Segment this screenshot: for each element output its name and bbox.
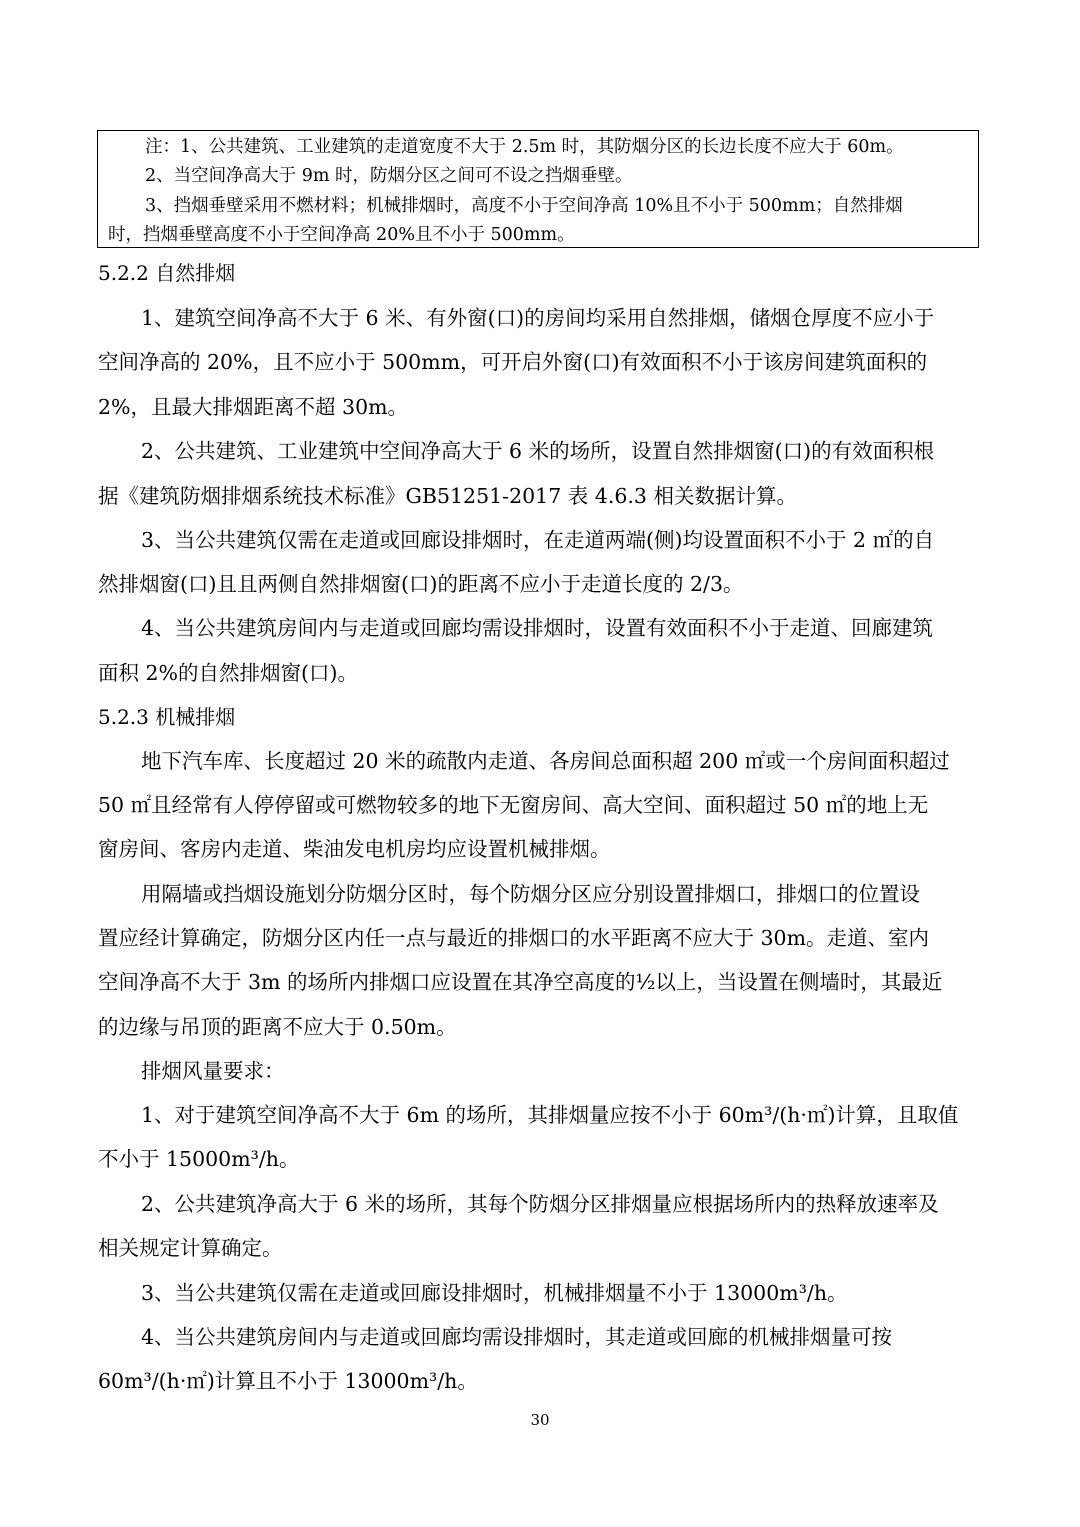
paragraph-line: 60m³/(h·㎡)计算且不小于 13000m³/h。 bbox=[98, 1369, 478, 1393]
paragraph-line: 2、公共建筑净高大于 6 米的场所，其每个防烟分区排烟量应根据场所内的热释放速率及 bbox=[141, 1192, 939, 1216]
note-line-1: 注：1、公共建筑、工业建筑的走道宽度不大于 2.5m 时，其防烟分区的长边长度不应大于 60m。 bbox=[145, 137, 904, 157]
note-line-2: 2、当空间净高大于 9m 时，防烟分区之间可不设之挡烟垂壁。 bbox=[145, 166, 633, 186]
paragraph-line: 相关规定计算确定。 bbox=[98, 1236, 283, 1260]
note-line-4: 时，挡烟垂壁高度不小于空间净高 20%且不小于 500mm。 bbox=[108, 225, 575, 245]
paragraph-line: 50 ㎡且经常有人停停留或可燃物较多的地下无窗房间、高大空间、面积超过 50 ㎡的地上无 bbox=[98, 793, 929, 817]
paragraph-line: 空间净高不大于 3m 的场所内排烟口应设置在其净空高度的½以上，当设置在侧墙时，其最近 bbox=[98, 970, 943, 994]
note-line-3: 3、挡烟垂壁采用不燃材料；机械排烟时，高度不小于空间净高 10%且不小于 500mm；自然排烟 bbox=[145, 196, 903, 216]
paragraph-line: 据《建筑防烟排烟系统技术标准》GB51251-2017 表 4.6.3 相关数据计算。 bbox=[98, 484, 797, 508]
paragraph-line: 3、当公共建筑仅需在走道或回廊设排烟时，机械排烟量不小于 13000m³/h。 bbox=[141, 1281, 848, 1305]
paragraph-line: 3、当公共建筑仅需在走道或回廊设排烟时，在走道两端(侧)均设置面积不小于 2 ㎡的自 bbox=[141, 528, 935, 552]
paragraph-line: 的边缘与吊顶的距离不应大于 0.50m。 bbox=[98, 1015, 457, 1039]
paragraph-line: 1、对于建筑空间净高不大于 6m 的场所，其排烟量应按不小于 60m³/(h·㎡)计算，且取值 bbox=[141, 1103, 959, 1127]
paragraph-line: 2%，且最大排烟距离不超 30m。 bbox=[98, 395, 409, 419]
section-heading-natural: 5.2.2 自然排烟 bbox=[98, 261, 236, 285]
paragraph-line: 窗房间、客房内走道、柴油发电机房均应设置机械排烟。 bbox=[98, 837, 611, 861]
paragraph-line: 不小于 15000m³/h。 bbox=[98, 1147, 300, 1171]
paragraph-line: 地下汽车库、长度超过 20 米的疏散内走道、各房间总面积超 200 ㎡或一个房间面积超过 bbox=[141, 749, 950, 773]
paragraph-line: 4、当公共建筑房间内与走道或回廊均需设排烟时，设置有效面积不小于走道、回廊建筑 bbox=[141, 616, 934, 640]
paragraph-line: 2、公共建筑、工业建筑中空间净高大于 6 米的场所，设置自然排烟窗(口)的有效面积根 bbox=[141, 439, 935, 463]
paragraph-line: 空间净高的 20%，且不应小于 500mm，可开启外窗(口)有效面积不小于该房间建筑面积的 bbox=[98, 350, 928, 374]
paragraph-line: 用隔墙或挡烟设施划分防烟分区时，每个防烟分区应分别设置排烟口，排烟口的位置设 bbox=[141, 882, 920, 906]
paragraph-line: 面积 2%的自然排烟窗(口)。 bbox=[98, 661, 359, 685]
paragraph-line: 排烟风量要求： bbox=[141, 1059, 285, 1083]
paragraph-line: 4、当公共建筑房间内与走道或回廊均需设排烟时，其走道或回廊的机械排烟量可按 bbox=[141, 1325, 893, 1349]
page-number: 30 bbox=[530, 1411, 550, 1429]
paragraph-line: 然排烟窗(口)且且两侧自然排烟窗(口)的距离不应小于走道长度的 2/3。 bbox=[98, 572, 744, 596]
paragraph-line: 置应经计算确定，防烟分区内任一点与最近的排烟口的水平距离不应大于 30m。走道、室内 bbox=[98, 926, 930, 950]
paragraph-line: 1、建筑空间净高不大于 6 米、有外窗(口)的房间均采用自然排烟，储烟仓厚度不应小于 bbox=[141, 306, 935, 330]
section-heading-mechanical: 5.2.3 机械排烟 bbox=[98, 705, 236, 729]
